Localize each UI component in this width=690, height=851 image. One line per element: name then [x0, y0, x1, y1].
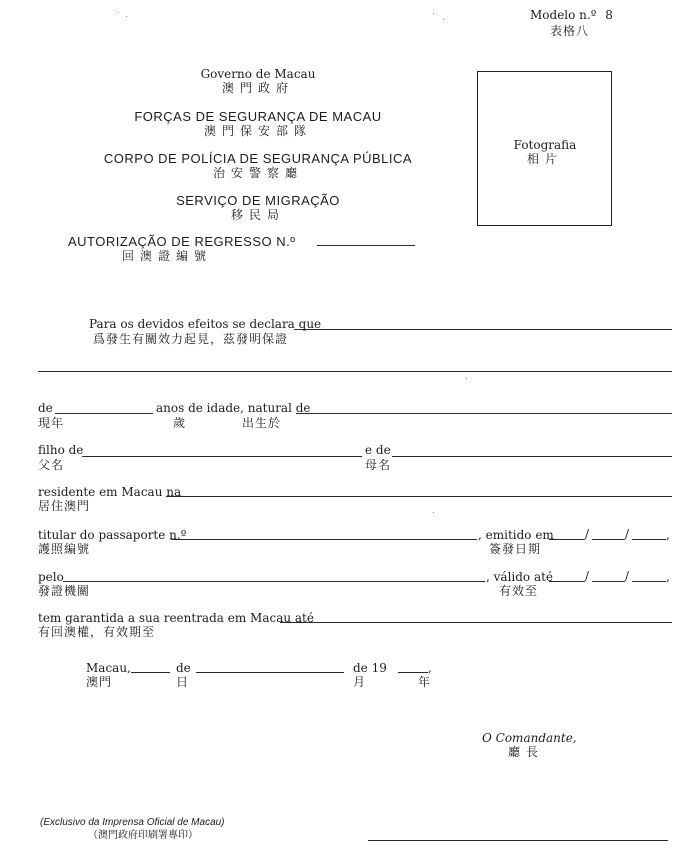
age-suffix-label: anos de idade, natural de [156, 401, 311, 415]
father-label-zh: 父名 [38, 458, 65, 472]
reentry-label-zh: 有回澳權，有效期至 [38, 625, 156, 639]
trailing-comma: , [666, 570, 670, 584]
security-forces-title: FORÇAS DE SEGURANÇA DE MACAU [134, 109, 382, 124]
date-separator: / [625, 569, 630, 583]
passport-number-label: titular do passaporte n.º [38, 528, 187, 542]
photo-label-zh: 相片 [526, 152, 563, 166]
scan-speck [433, 13, 434, 14]
declaration-label-zh: 爲發生有關效力起見，茲發明保證 [93, 332, 289, 346]
age-prefix-label-zh: 現年 [38, 416, 65, 430]
month-field[interactable] [196, 672, 344, 673]
place-label: Macau, [86, 661, 131, 675]
day-field[interactable] [131, 672, 170, 673]
residence-label: residente em Macau na [38, 485, 182, 499]
month-label-zh: 月 [353, 675, 367, 689]
father-label: filho de [38, 443, 84, 457]
commander-title: O Comandante, [482, 731, 577, 745]
declaration-label: Para os devidos efeitos se declara que [89, 317, 322, 331]
mother-name-field[interactable] [392, 456, 672, 457]
day-label-zh: 日 [176, 675, 190, 689]
valid-until-year-field[interactable] [632, 581, 666, 582]
security-forces-title-zh: 澳門保安部隊 [203, 124, 312, 138]
scan-speck [443, 19, 444, 20]
residence-label-zh: 居住澳門 [38, 499, 91, 513]
valid-until-label-zh: 有效至 [499, 584, 539, 598]
scan-speck [126, 16, 127, 17]
mother-label-zh: 母名 [365, 458, 392, 472]
authorization-number-label: AUTORIZAÇÃO DE REGRESSO N.º [68, 234, 296, 249]
model-number-label [530, 9, 613, 21]
model-number-value: 8 [605, 8, 613, 22]
declaration-field[interactable] [294, 329, 672, 330]
valid-until-day-field[interactable] [549, 581, 585, 582]
photo-label: Fotografia [513, 138, 577, 152]
authorization-number-label-zh: 回澳證編號 [122, 249, 213, 263]
reentry-label: tem garantida a sua reentrada em Macau até [38, 611, 314, 625]
migration-service-title: SERVIÇO DE MIGRAÇÃO [176, 193, 340, 208]
passport-issued-day-field[interactable] [549, 539, 585, 540]
passport-issued-month-field[interactable] [592, 539, 625, 540]
date-separator: / [625, 527, 630, 541]
model-label-text: Modelo n.º [530, 8, 597, 22]
issuing-authority-label: pelo [38, 570, 64, 584]
scan-speck [466, 378, 467, 379]
passport-issued-label: , emitido em [478, 528, 554, 542]
date-separator: / [585, 527, 590, 541]
issuing-authority-label-zh: 發證機關 [38, 584, 91, 598]
passport-issued-year-field[interactable] [632, 539, 666, 540]
commander-title-zh: 廳長 [508, 745, 545, 759]
passport-number-label-zh: 護照編號 [38, 542, 91, 556]
signature-line[interactable] [368, 840, 668, 841]
father-name-field[interactable] [82, 456, 362, 457]
year-field[interactable] [398, 672, 428, 673]
year-prefix-label: de 19 [353, 661, 387, 675]
trailing-comma: , [666, 528, 670, 542]
printer-notice: (Exclusivo da Imprensa Oficial de Macau) [40, 817, 225, 828]
date-separator: / [585, 569, 590, 583]
age-prefix-label: de [38, 401, 53, 415]
place-label-zh: 澳門 [86, 675, 113, 689]
birthplace-field[interactable] [296, 413, 672, 414]
model-number-zh: 表格八 [550, 24, 590, 38]
year-label-zh: 年 [418, 675, 432, 689]
scan-speck [433, 512, 434, 513]
police-corps-title: CORPO DE POLÍCIA DE SEGURANÇA PÚBLICA [103, 151, 413, 166]
police-corps-title-zh: 治安警察廳 [212, 166, 303, 180]
age-suffix-label-zh: 歲 [173, 416, 187, 430]
trailing-comma: , [428, 661, 432, 675]
issuing-authority-field[interactable] [63, 581, 485, 582]
government-title-zh: 澳門政府 [221, 81, 294, 95]
declaration-field-continued[interactable] [38, 371, 672, 372]
age-field[interactable] [55, 413, 153, 414]
birthplace-label-zh: 出生於 [242, 416, 282, 430]
passport-number-field[interactable] [171, 539, 477, 540]
migration-service-title-zh: 移民局 [230, 208, 285, 222]
passport-issued-label-zh: 簽發日期 [489, 542, 542, 556]
valid-until-label: , válido até [486, 570, 554, 584]
printer-notice-zh: （澳門政府印刷署專印） [88, 830, 198, 841]
mother-label: e de [365, 443, 391, 457]
government-title: Governo de Macau [200, 67, 316, 81]
month-prefix-label: de [176, 661, 191, 675]
valid-until-month-field[interactable] [592, 581, 625, 582]
scan-speck [118, 12, 119, 13]
authorization-number-field[interactable] [317, 245, 415, 246]
reentry-field[interactable] [280, 622, 672, 623]
residence-field[interactable] [166, 496, 672, 497]
